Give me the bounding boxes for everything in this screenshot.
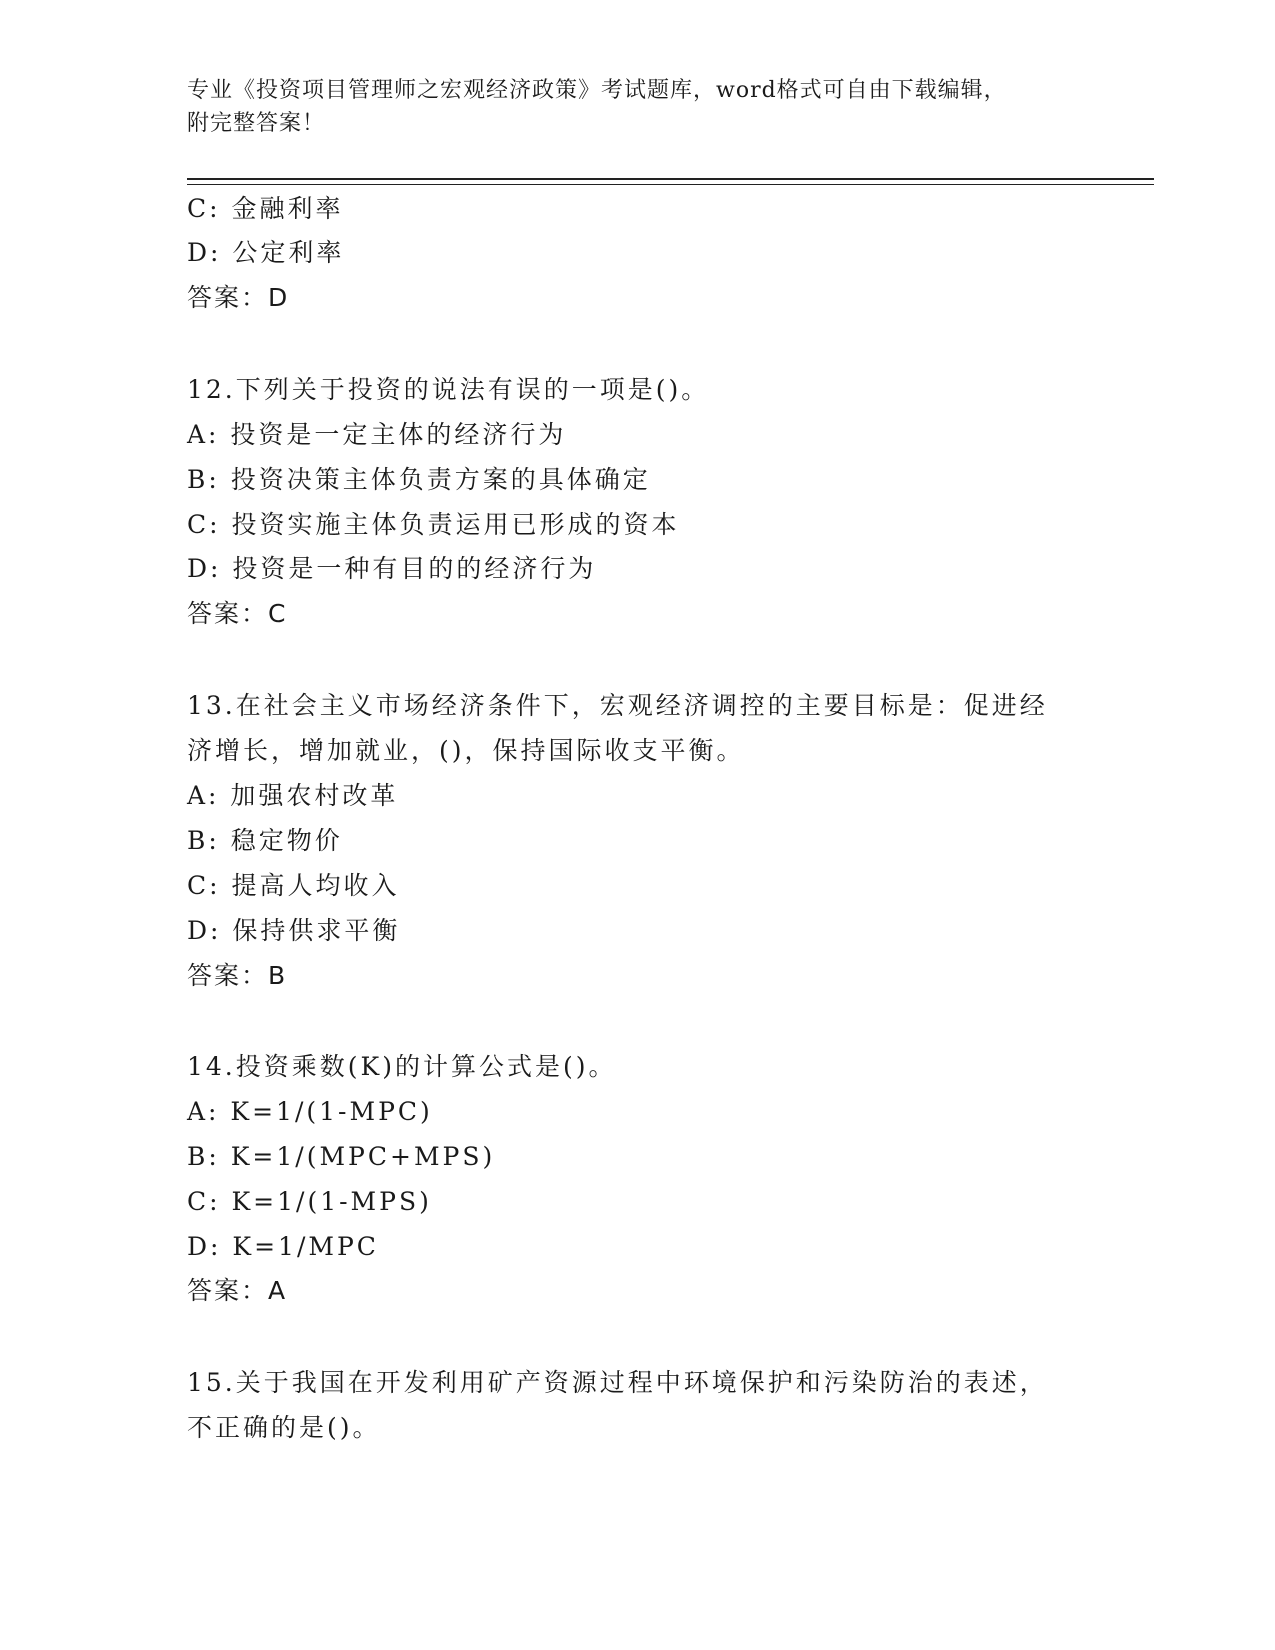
- q11-option-d: D: 公定利率: [187, 238, 345, 267]
- q14-option-a: A: K=1/(1-MPC): [187, 1097, 433, 1126]
- q12-option-d: D: 投资是一种有目的的经济行为: [187, 554, 597, 583]
- q13-answer: 答案：B: [187, 961, 288, 990]
- q12-option-a: A: 投资是一定主体的经济行为: [187, 420, 567, 449]
- q14-answer: 答案：A: [187, 1276, 288, 1305]
- q13-option-c: C: 提高人均收入: [187, 871, 400, 900]
- document-header: [187, 74, 1087, 140]
- q13-stem-line-1: 13.在社会主义市场经济条件下，宏观经济调控的主要目标是：促进经: [187, 691, 1048, 720]
- q13-stem-line-2: 济增长，增加就业，()，保持国际收支平衡。: [187, 736, 745, 765]
- q13-option-a: A: 加强农村改革: [187, 781, 399, 810]
- header-line-1: 专业《投资项目管理师之宏观经济政策》考试题库，word格式可自由下载编辑，: [187, 78, 1007, 103]
- q11-option-c: C: 金融利率: [187, 194, 344, 223]
- q14-stem: 14.投资乘数(K)的计算公式是()。: [187, 1052, 617, 1081]
- q15-stem-line-2: 不正确的是()。: [187, 1413, 381, 1442]
- q12-option-c: C: 投资实施主体负责运用已形成的资本: [187, 510, 680, 539]
- q12-option-b: B: 投资决策主体负责方案的具体确定: [187, 465, 651, 494]
- q13-option-b: B: 稳定物价: [187, 826, 343, 855]
- q14-option-d: D: K=1/MPC: [187, 1232, 379, 1261]
- q11-answer: 答案：D: [187, 283, 290, 312]
- q14-option-b: B: K=1/(MPC+MPS): [187, 1142, 496, 1171]
- header-divider-thin: [187, 184, 1154, 185]
- q14-option-c: C: K=1/(1-MPS): [187, 1187, 432, 1216]
- header-line-2: 附完整答案！: [187, 111, 326, 136]
- q15-stem-line-1: 15.关于我国在开发利用矿产资源过程中环境保护和污染防治的表述，: [187, 1368, 1048, 1397]
- q12-stem: 12.下列关于投资的说法有误的一项是()。: [187, 375, 710, 404]
- q12-answer: 答案：C: [187, 599, 288, 628]
- header-divider-thick: [187, 178, 1154, 180]
- q13-option-d: D: 保持供求平衡: [187, 916, 401, 945]
